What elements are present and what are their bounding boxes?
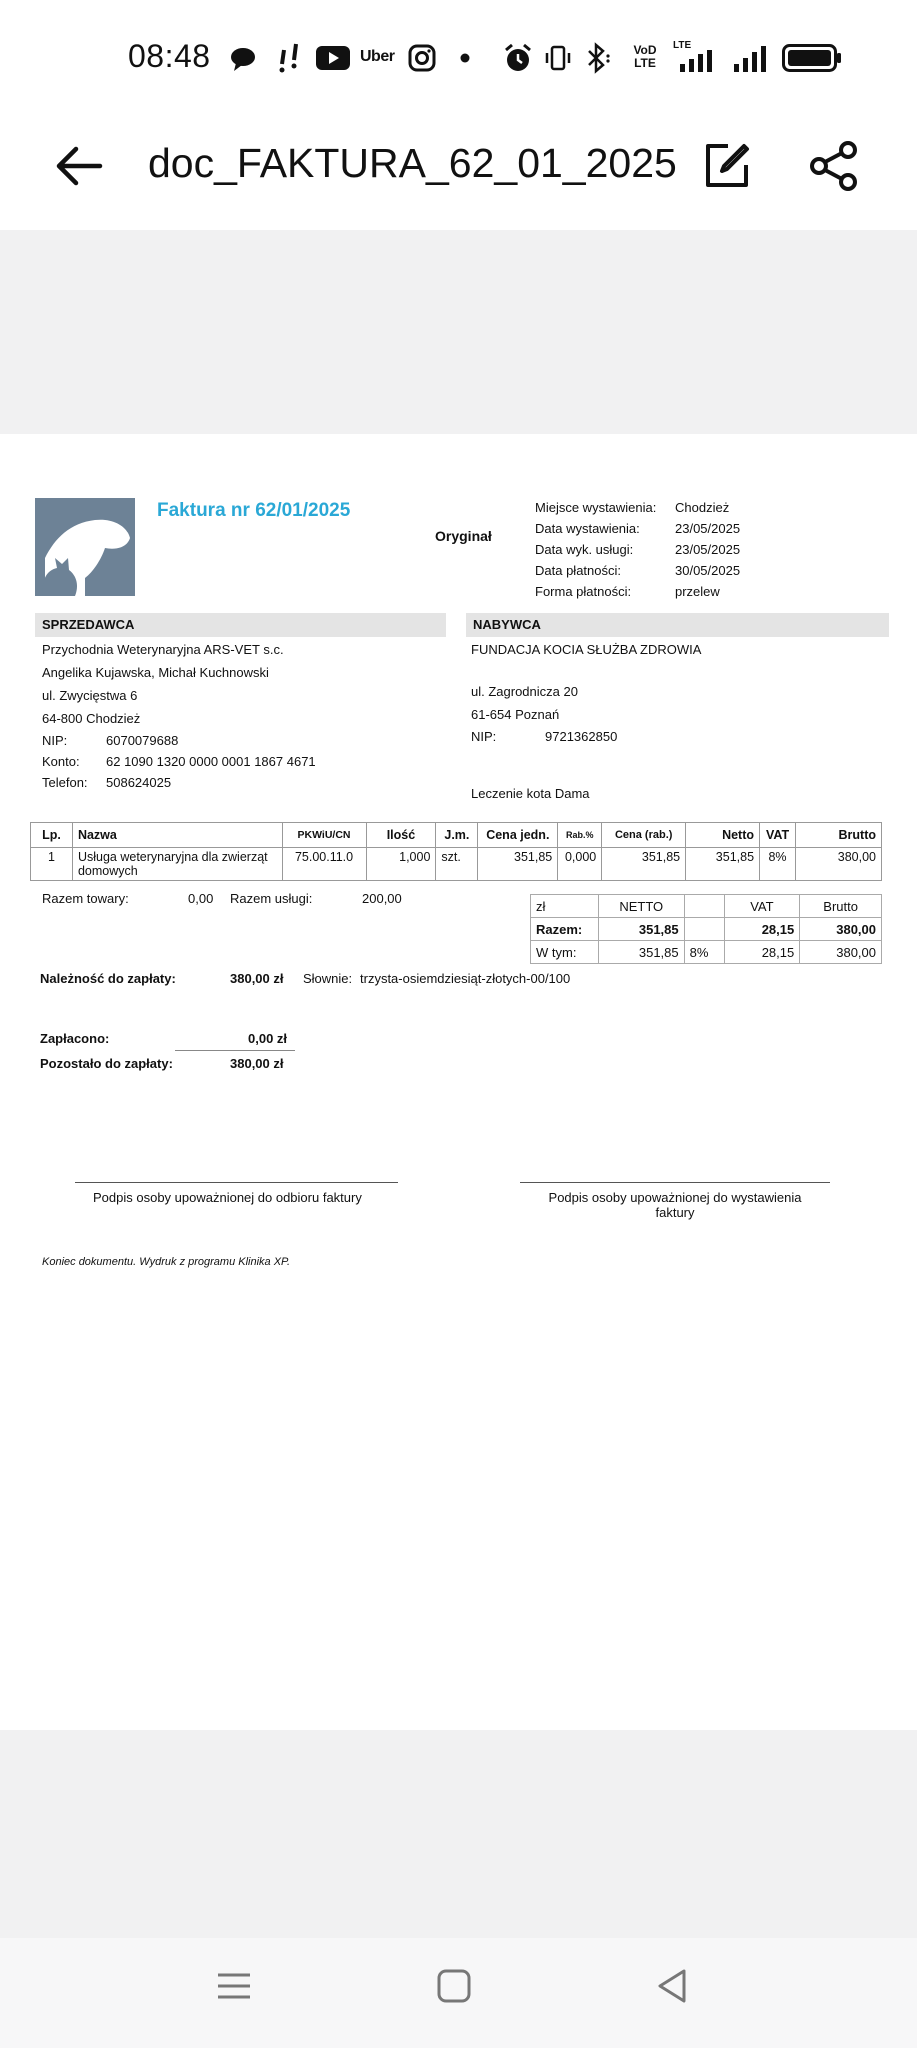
back-nav-icon[interactable]: [652, 1966, 692, 2006]
seller-phone-label: Telefon:: [42, 775, 88, 790]
item-qty: 1,000: [366, 848, 436, 881]
summary-sum-label: Razem:: [531, 918, 599, 941]
instagram-icon: [408, 44, 436, 72]
item-gross: 380,00: [796, 848, 882, 881]
status-time: 08:48: [128, 38, 211, 74]
lte-signal-icon: [680, 50, 720, 72]
lte-label: LTE: [673, 40, 692, 51]
col-price-disc: Cena (rab.): [602, 823, 686, 848]
summary-netto-label: NETTO: [598, 895, 684, 918]
item-lp: 1: [31, 848, 73, 881]
back-arrow-icon[interactable]: [52, 138, 108, 194]
invoice-title: Faktura nr 62/01/2025: [157, 500, 351, 521]
buyer-nip-label: NIP:: [471, 729, 497, 744]
alarm-icon: [503, 42, 533, 74]
paid-label: Zapłacono:: [40, 1031, 110, 1046]
summary-empty: [684, 918, 724, 941]
item-name: Usługa weterynaryjna dla zwierząt domowych: [72, 848, 282, 881]
col-lp: Lp.: [31, 823, 73, 848]
col-net: Netto: [686, 823, 760, 848]
meta-label: Data wyk. usługi:: [535, 542, 634, 557]
navigation-bar: [0, 1938, 917, 2048]
document-title: doc_FAKTURA_62_01_2025: [148, 140, 677, 186]
summary-incl-vat: 28,15: [724, 941, 800, 964]
items-header-row: [31, 823, 882, 848]
summary-sum-net: 351,85: [598, 918, 684, 941]
seller-account-label: Konto:: [42, 754, 80, 769]
meta-label: Data wystawienia:: [535, 521, 640, 536]
summary-sum-vat: 28,15: [724, 918, 800, 941]
summary-incl-rate: 8%: [684, 941, 724, 964]
meta-label: Forma płatności:: [535, 584, 632, 599]
summary-empty: [684, 895, 724, 918]
seller-nip: 6070079688: [106, 733, 179, 748]
seller-account: 62 1090 1320 0000 0001 1867 4671: [106, 754, 316, 769]
col-name: Nazwa: [72, 823, 282, 848]
signal-icon: [734, 46, 774, 72]
col-price: Cena jedn.: [478, 823, 558, 848]
signature-issuer-label-2: faktury: [655, 1205, 695, 1220]
services-total-label: Razem usługi:: [230, 891, 313, 906]
viewer-background-bottom: [0, 1730, 917, 1938]
menu-nav-icon[interactable]: [214, 1966, 254, 2006]
battery-icon: [782, 44, 842, 72]
words-label: Słownie:: [303, 971, 353, 986]
home-nav-icon[interactable]: [434, 1966, 474, 2006]
youtube-icon: [316, 46, 350, 70]
buyer-nip: 9721362850: [545, 729, 618, 744]
volte-icon: VoD LTE: [633, 43, 657, 70]
signature-issuer-label: Podpis osoby upoważnionej do wystawienia: [548, 1190, 802, 1205]
buyer-city: 61-654 Poznań: [471, 707, 560, 722]
meta-value: przelew: [675, 584, 720, 599]
seller-phone: 508624025: [106, 775, 172, 790]
summary-sum-gross: 380,00: [800, 918, 882, 941]
remaining-label: Pozostało do zapłaty:: [40, 1056, 173, 1071]
due-label: Należność do zapłaty:: [40, 971, 176, 986]
meta-value: 23/05/2025: [675, 521, 741, 536]
col-qty: Ilość: [366, 823, 436, 848]
buyer-heading: NABYWCA: [466, 613, 889, 637]
uber-icon: Uber: [360, 48, 395, 65]
seller-street: ul. Zwycięstwa 6: [42, 688, 138, 703]
vat-summary-table: [530, 894, 882, 964]
due-amount: 380,00 zł: [230, 971, 284, 986]
meta-value: 30/05/2025: [675, 563, 741, 578]
invoice-page[interactable]: [0, 434, 917, 1730]
summary-brutto-label: Brutto: [800, 895, 882, 918]
document-footer: Koniec dokumentu. Wydruk z programu Klinika XP.: [42, 1256, 291, 1268]
seller-nip-label: NIP:: [42, 733, 68, 748]
item-vat: 8%: [760, 848, 796, 881]
chat-icon: [230, 46, 258, 72]
summary-incl-row: [531, 941, 882, 964]
signature-line-receiver: [75, 1182, 398, 1183]
share-icon[interactable]: [808, 140, 860, 192]
paid-underline: [175, 1050, 295, 1051]
item-price: 351,85: [478, 848, 558, 881]
buyer-name: FUNDACJA KOCIA SŁUŻBA ZDROWIA: [471, 642, 702, 657]
item-discount: 0,000: [558, 848, 602, 881]
col-discount: Rab.%: [558, 823, 602, 848]
summary-incl-label: W tym:: [531, 941, 599, 964]
amount-in-words: trzysta-osiemdziesiąt-złotych-00/100: [360, 971, 571, 986]
summary-sum-row: [531, 918, 882, 941]
meta-label: Miejsce wystawienia:: [535, 500, 657, 515]
meta-value: Chodzież: [675, 500, 730, 515]
seller-city: 64-800 Chodzież: [42, 711, 141, 726]
item-pkwiu: 75.00.11.0: [282, 848, 366, 881]
item-unit: szt.: [436, 848, 478, 881]
table-row: [31, 848, 882, 881]
goods-total: 0,00: [188, 891, 214, 906]
dot-icon: [460, 53, 470, 63]
col-gross: Brutto: [796, 823, 882, 848]
notification-icon: [274, 42, 304, 74]
meta-label: Data płatności:: [535, 563, 621, 578]
seller-name: Przychodnia Weterynaryjna ARS-VET s.c.: [42, 642, 284, 657]
status-bar: [0, 0, 917, 118]
vibrate-icon: [544, 44, 572, 72]
summary-currency: zł: [531, 895, 599, 918]
paid-amount: 0,00 zł: [248, 1031, 288, 1046]
bluetooth-icon: [584, 42, 612, 74]
seller-owners: Angelika Kujawska, Michał Kuchnowski: [42, 665, 269, 680]
col-unit: J.m.: [436, 823, 478, 848]
item-net: 351,85: [686, 848, 760, 881]
viewer-background-top: [0, 230, 917, 434]
buyer-street: ul. Zagrodnicza 20: [471, 684, 578, 699]
summary-header-row: [531, 895, 882, 918]
buyer-note: Leczenie kota Dama: [471, 786, 590, 801]
signature-receiver-label: Podpis osoby upoważnionej do odbioru faktury: [93, 1190, 362, 1205]
summary-incl-net: 351,85: [598, 941, 684, 964]
original-label: Oryginał: [435, 528, 492, 544]
item-price-disc: 351,85: [602, 848, 686, 881]
col-vat: VAT: [760, 823, 796, 848]
meta-value: 23/05/2025: [675, 542, 741, 557]
edit-icon[interactable]: [700, 140, 752, 192]
summary-vat-label: VAT: [724, 895, 800, 918]
goods-total-label: Razem towary:: [42, 891, 129, 906]
col-pkwiu: PKWiU/CN: [282, 823, 366, 848]
clinic-logo: [35, 498, 135, 596]
services-total: 200,00: [362, 891, 402, 906]
signature-line-issuer: [520, 1182, 830, 1183]
seller-heading: SPRZEDAWCA: [35, 613, 446, 637]
items-table: [30, 822, 882, 881]
summary-incl-gross: 380,00: [800, 941, 882, 964]
remaining-amount: 380,00 zł: [230, 1056, 284, 1071]
